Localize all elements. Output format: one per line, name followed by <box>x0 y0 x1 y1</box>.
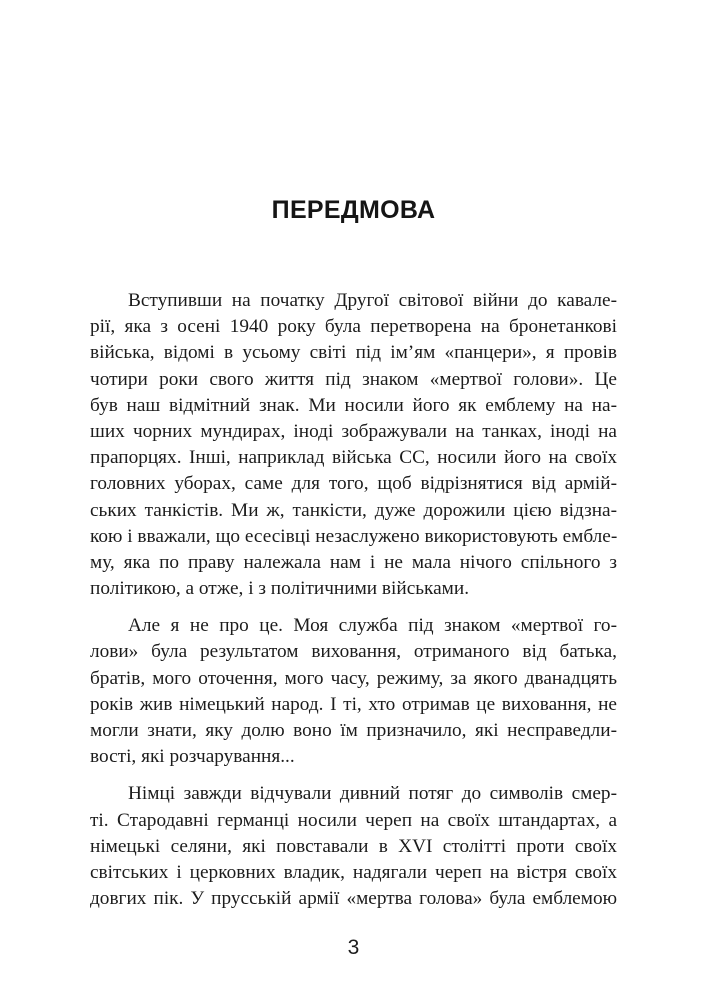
text-line: прапорцях. Інші, наприклад війська СС, носили його на своїх <box>90 447 617 469</box>
text-line: був наш відмітний знак. Ми носили його як емблему на на- <box>90 394 617 416</box>
text-line: німецькі селяни, які повставали в XVI столітті проти своїх <box>90 835 617 857</box>
text-line: світських і церковних владик, надягали череп на вістря своїх <box>90 861 617 883</box>
text-line: політикою, а отже, і з політичними військами. <box>90 578 470 600</box>
text-line: му, яка по праву належала нам і не мала нічого спільного з <box>90 551 617 573</box>
paragraph <box>90 781 617 912</box>
body-text <box>90 288 617 923</box>
text-line: Але я не про це. Моя служба під знаком «мертвої го- <box>128 615 617 637</box>
page-number: 3 <box>347 936 360 959</box>
text-line: рії, яка з осені 1940 року була перетворена на бронетанкові <box>90 316 617 338</box>
text-line: лови» була результатом виховання, отриманого від батька, <box>90 641 617 663</box>
text-line: кою і вважали, що есесівці незаслужено використовують ембле- <box>90 525 618 547</box>
text-line: Вступивши на початку Другої світової війни до кавале- <box>128 290 617 311</box>
text-line: могли знати, яку долю воно їм призначило, які несправедли- <box>90 720 617 741</box>
text-line: чотири роки свого життя під знаком «мертвої голови». Це <box>90 368 617 390</box>
text-line: ті. Стародавні германці носили череп на своїх штандартах, а <box>90 809 617 831</box>
paragraph <box>90 613 617 770</box>
text-line: Німці завжди відчували дивний потяг до символів смер- <box>128 783 617 805</box>
text-line: років жив німецький народ. І ті, хто отримав це виховання, не <box>90 693 617 715</box>
text-line: головних уборах, саме для того, щоб відрізнятися від армій- <box>90 473 617 495</box>
text-line: ших чорних мундирах, іноді зображували на танках, іноді на <box>90 420 617 442</box>
text-line: вості, які розчарування... <box>90 746 295 768</box>
text-line: ських танкістів. Ми ж, танкісти, дуже дорожили цією відзна- <box>90 499 617 521</box>
text-line: братів, мого оточення, мого часу, режиму, за якого дванадцять <box>90 667 617 689</box>
text-line: довгих пік. У прусській армії «мертва голова» була емблемою <box>90 888 617 910</box>
paragraph <box>90 288 617 602</box>
page-title: ПЕРЕДМОВА <box>271 196 436 224</box>
text-line: війська, відомі в усьому світі під ім’ям «панцери», я провів <box>90 342 617 364</box>
